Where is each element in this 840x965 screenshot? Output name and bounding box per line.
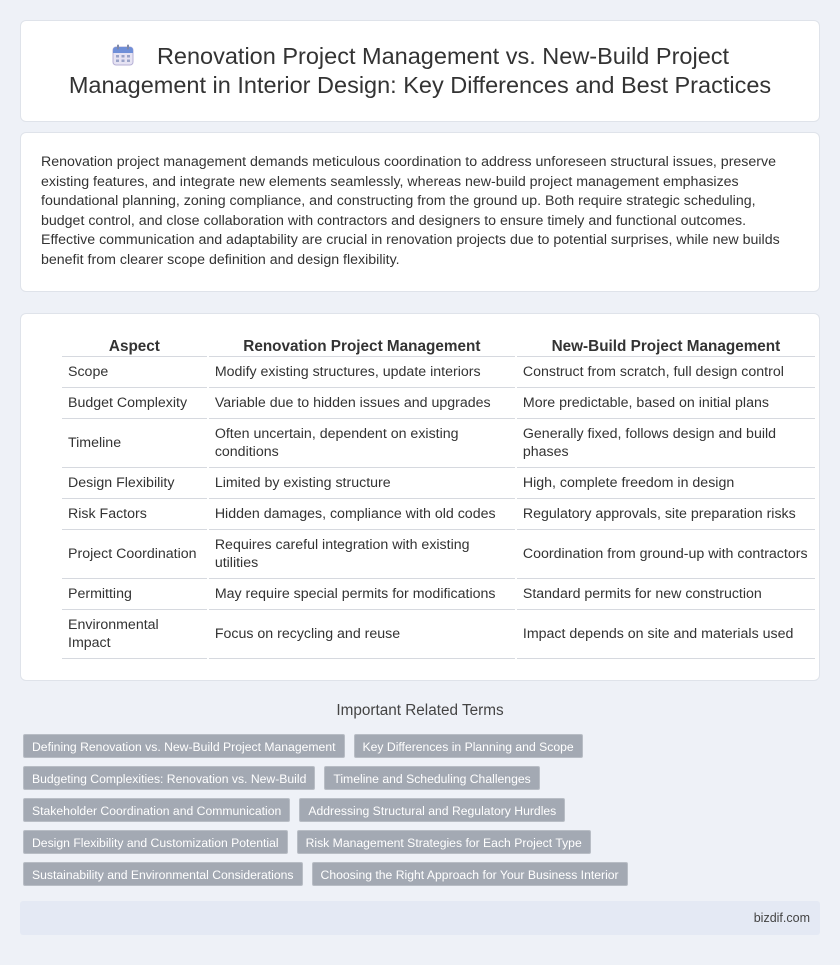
cell-aspect: Budget Complexity [62,388,207,419]
table-row [62,357,815,388]
cell-new-build: Construct from scratch, full design control [517,357,815,388]
cell-aspect: Risk Factors [62,499,207,530]
related-term-tag[interactable]: Choosing the Right Approach for Your Business Interior [312,862,628,886]
intro-paragraph: Renovation project management demands meticulous coordination to address unforeseen structural issues, preserve existing features, and integrate new elements seamlessly, whereas new-build project management emphasizes foundational planning, zoning compliance, and constructing from the ground up. Both require strategic scheduling, budget control, and close collaboration with contractors and designers to ensure timely and functional outcomes. Effective communication and adaptability are crucial in renovation projects due to potential surprises, while new builds benefit from clearer scope definition and design flexibility. [41,154,780,268]
cell-new-build: More predictable, based on initial plans [517,388,815,419]
related-term-tag[interactable]: Key Differences in Planning and Scope [354,734,583,758]
cell-renovation: Focus on recycling and reuse [209,610,515,659]
calendar-icon [111,43,135,67]
cell-renovation: Variable due to hidden issues and upgrades [209,388,515,419]
page-title-text: Renovation Project Management vs. New-Build Project Management in Interior Design: Key Differences and Best Practices [68,43,772,98]
table-row [62,610,815,659]
related-terms-heading: Important Related Terms [336,702,504,719]
cell-renovation: Limited by existing structure [209,468,515,499]
cell-new-build: Impact depends on site and materials used [517,610,815,659]
related-term-tag[interactable]: Defining Renovation vs. New-Build Project Management [23,734,345,758]
intro-card [20,132,820,292]
related-term-tag[interactable]: Budgeting Complexities: Renovation vs. New-Build [23,766,315,790]
table-header-row [62,333,815,357]
table-row [62,530,815,579]
cell-new-build: Standard permits for new construction [517,579,815,610]
comparison-table-card [20,313,820,681]
related-term-tag[interactable]: Sustainability and Environmental Considerations [23,862,303,886]
page-title [50,42,790,100]
cell-renovation: Requires careful integration with existing utilities [209,530,515,579]
header-aspect: Aspect [62,333,207,357]
cell-aspect: Project Coordination [62,530,207,579]
cell-aspect: Permitting [62,579,207,610]
cell-new-build: Coordination from ground-up with contractors [517,530,815,579]
header-new-build: New-Build Project Management [517,333,815,357]
cell-new-build: Generally fixed, follows design and build phases [517,419,815,468]
table-row [62,499,815,530]
cell-new-build: High, complete freedom in design [517,468,815,499]
footer [20,901,820,935]
cell-renovation: Hidden damages, compliance with old codes [209,499,515,530]
footer-site-link[interactable]: bizdif.com [753,911,810,925]
cell-renovation: Modify existing structures, update interiors [209,357,515,388]
table-row [62,419,815,468]
cell-aspect: Timeline [62,419,207,468]
related-term-tag[interactable]: Design Flexibility and Customization Potential [23,830,288,854]
cell-aspect: Scope [62,357,207,388]
header-renovation: Renovation Project Management [209,333,515,357]
cell-renovation: Often uncertain, dependent on existing conditions [209,419,515,468]
title-card [20,20,820,122]
table-row [62,468,815,499]
cell-new-build: Regulatory approvals, site preparation risks [517,499,815,530]
cell-aspect: Environmental Impact [62,610,207,659]
comparison-table [60,333,817,659]
related-term-tag[interactable]: Risk Management Strategies for Each Project Type [297,830,591,854]
cell-aspect: Design Flexibility [62,468,207,499]
related-term-tag[interactable]: Stakeholder Coordination and Communication [23,798,290,822]
cell-renovation: May require special permits for modifications [209,579,515,610]
table-row [62,388,815,419]
related-terms-list [23,734,813,886]
related-term-tag[interactable]: Timeline and Scheduling Challenges [324,766,539,790]
related-term-tag[interactable]: Addressing Structural and Regulatory Hurdles [299,798,565,822]
table-row [62,579,815,610]
